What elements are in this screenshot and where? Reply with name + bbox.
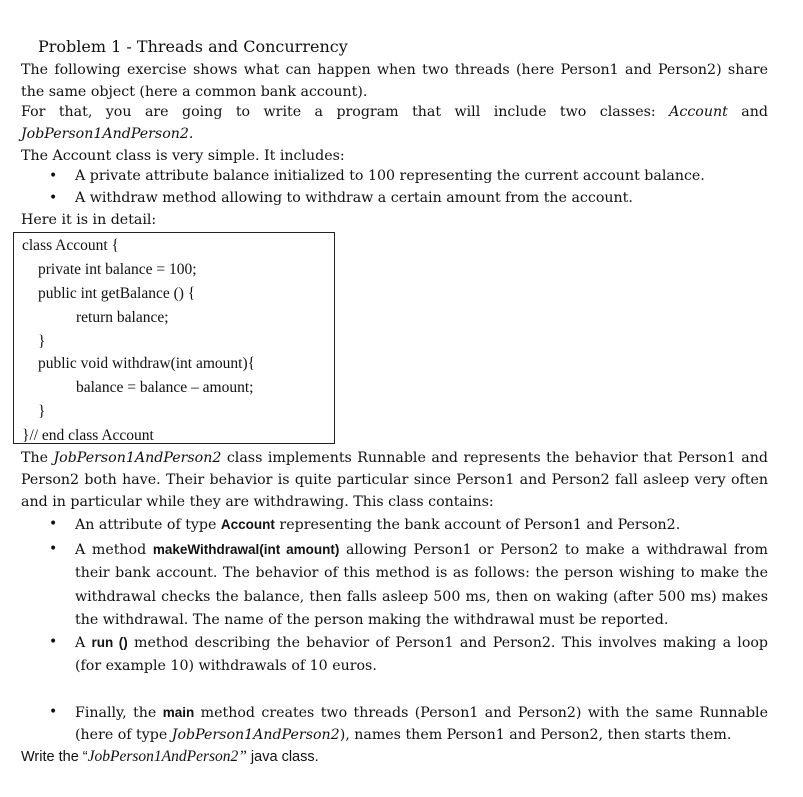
word: going bbox=[182, 104, 223, 120]
word: classes: bbox=[599, 104, 656, 120]
word: write bbox=[263, 104, 302, 120]
word: are bbox=[144, 104, 169, 120]
word: For bbox=[21, 104, 46, 120]
word: include bbox=[493, 104, 547, 120]
word: two bbox=[559, 104, 587, 120]
bold-term: Account bbox=[220, 517, 275, 532]
code-line: }// end class Account bbox=[22, 427, 154, 444]
class-name-job: JobPerson1AndPerson2 bbox=[53, 450, 222, 466]
text-span: java class. bbox=[246, 749, 319, 765]
bullet-icon: • bbox=[49, 704, 58, 720]
word: that bbox=[412, 104, 442, 120]
code-line: public int getBalance () { bbox=[38, 285, 196, 302]
code-line: class Account { bbox=[22, 237, 119, 254]
code-line: balance = balance – amount; bbox=[76, 379, 254, 396]
classes-intro-paragraph bbox=[21, 102, 768, 145]
class-name-job: JobPerson1AndPerson2 bbox=[171, 726, 340, 743]
write-instruction bbox=[21, 746, 319, 769]
text-span: ), names them Person1 and Person2, then starts them. bbox=[339, 726, 732, 743]
word: program bbox=[336, 104, 399, 120]
class-name-job: JobPerson1AndPerson2” bbox=[87, 748, 247, 765]
text-span: class implements Runnable and represents the behavior that Person1 and Person2 both have. Their behavior is quite particular since Person1 and Person2 fall asleep very often and in particular while they are withdrawing. This class contains: bbox=[21, 450, 768, 510]
class-name-job: JobPerson1AndPerson2. bbox=[21, 125, 194, 142]
text-span: method creates two threads (Person1 and Person2) with the same Runnable (here of type bbox=[75, 705, 768, 743]
word: you bbox=[105, 104, 132, 120]
job-class-paragraph bbox=[21, 448, 768, 513]
bold-term: makeWithdrawal(int amount) bbox=[152, 542, 340, 557]
class-name-account: Account bbox=[669, 104, 728, 120]
page-header bbox=[300, 0, 373, 1]
code-line: public void withdraw(int amount){ bbox=[38, 355, 256, 372]
code-line: private int balance = 100; bbox=[38, 261, 197, 278]
bullet-icon: • bbox=[49, 516, 58, 532]
problem-title: Problem 1 - Threads and Concurrency bbox=[38, 37, 348, 56]
detail-label: Here it is in detail: bbox=[21, 212, 157, 228]
bold-term: main bbox=[162, 705, 195, 720]
text-span: representing the bank account of Person1 and Person2. bbox=[274, 517, 681, 533]
classes-intro-line bbox=[21, 102, 768, 124]
text-span: method describing the behavior of Person1 and Person2. This involves making a loop (for example 10) withdrawals of 10 euros. bbox=[75, 635, 768, 675]
code-line: } bbox=[38, 403, 46, 420]
code-line: return balance; bbox=[76, 309, 169, 326]
list-item-text bbox=[75, 702, 768, 746]
bullet-icon: • bbox=[49, 634, 58, 650]
bullet-icon: • bbox=[49, 541, 58, 557]
text-span: Finally, the bbox=[75, 705, 163, 721]
list-item-text: A withdraw method allowing to withdraw a certain amount from the account. bbox=[75, 190, 633, 206]
word: to bbox=[235, 104, 251, 120]
word: a bbox=[314, 104, 323, 120]
list-item-text bbox=[75, 538, 768, 632]
text-span: A bbox=[75, 635, 92, 651]
account-intro: The Account class is very simple. It includes: bbox=[21, 148, 345, 164]
code-block bbox=[13, 232, 335, 444]
list-item-text bbox=[75, 631, 768, 679]
bullet-icon: • bbox=[49, 168, 58, 184]
word: and bbox=[741, 104, 768, 120]
list-item-text bbox=[75, 514, 768, 537]
bullet-icon: • bbox=[49, 190, 58, 206]
list-item-text: A private attribute balance initialized to 100 representing the current account balance. bbox=[75, 168, 705, 184]
intro-paragraph: The following exercise shows what can happen when two threads (here Person1 and Person2) share the same object (here a common bank account). bbox=[21, 62, 768, 100]
text-span: A method bbox=[75, 542, 153, 558]
text-span: Write the “ bbox=[21, 749, 88, 765]
word: that, bbox=[58, 104, 93, 120]
bold-term: run () bbox=[91, 635, 128, 650]
code-line: } bbox=[38, 333, 46, 350]
text-span: An attribute of type bbox=[75, 517, 221, 533]
text-span: The bbox=[21, 450, 54, 466]
word: will bbox=[454, 104, 481, 120]
text-span: allowing Person1 or Person2 to make a withdrawal from their bank account. The behavior of this method is as follows: the person wishing to make the withdrawal checks the balance, then falls asleep 500 ms, then on waking (after 500 ms) makes the withdrawal. The name of the person making the withdrawal must be reported. bbox=[75, 542, 768, 628]
